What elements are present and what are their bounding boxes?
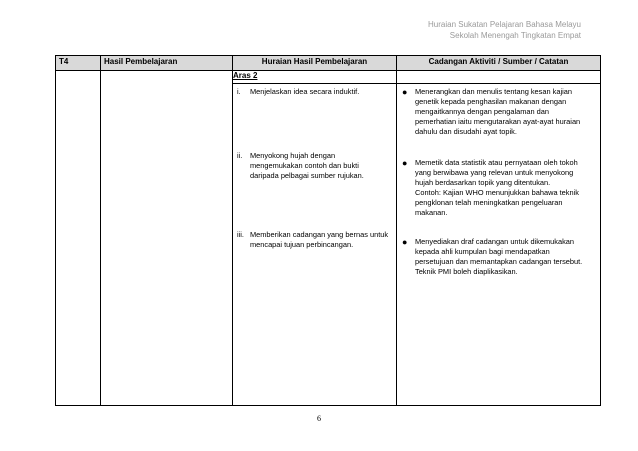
col-header-t4: T4 <box>56 56 101 71</box>
header-line-2: Sekolah Menengah Tingkatan Empat <box>449 31 581 40</box>
objectives-cell <box>233 84 397 406</box>
page-number: 6 <box>317 414 321 423</box>
objective-text: Menyokong hujah dengan mengemukakan contoh dan bukti daripada pelbagai sumber rujukan. <box>250 151 364 180</box>
objective-number: i. <box>237 87 241 96</box>
objective-text: Memberikan cadangan yang bernas untuk mencapai tujuan perbincangan. <box>250 230 389 249</box>
activity-example: Contoh: Kajian WHO menunjukkan bahawa teknik pengklonan telah meningkatkan pengeluaran makanan. <box>415 188 579 217</box>
level-label: Aras 2 <box>233 71 397 84</box>
activity-text: Memetik data statistik atau pernyataan oleh tokoh yang berwibawa yang relevan untuk menyokong hujah berdasarkan topik yang ditentukan. <box>415 158 578 187</box>
col-header-huraian: Huraian Hasil Pembelajaran <box>233 56 397 71</box>
objective-item <box>237 151 393 181</box>
activity-text: Menyediakan draf cadangan untuk dikemukakan kepada ahli kumpulan bagi mendapatkan persetujuan dan memantapkan cadangan tersebut. Teknik PMI boleh diaplikasikan. <box>415 237 583 276</box>
objective-number: iii. <box>237 230 244 239</box>
activities-cell <box>397 84 601 406</box>
objective-number: ii. <box>237 151 243 160</box>
activity-item <box>401 87 591 137</box>
bullet-icon: ● <box>402 158 408 168</box>
objective-item <box>237 87 393 97</box>
table-header-row <box>56 56 601 71</box>
col-header-cadangan: Cadangan Aktiviti / Sumber / Catatan <box>397 56 601 71</box>
page-header <box>428 19 581 41</box>
objective-text: Menjelaskan idea secara induktif. <box>250 87 360 96</box>
cell-hasil <box>101 71 233 406</box>
header-line-1: Huraian Sukatan Pelajaran Bahasa Melayu <box>428 20 581 29</box>
cell-t4 <box>56 71 101 406</box>
curriculum-table <box>55 55 601 406</box>
bullet-icon: ● <box>402 87 408 97</box>
col-header-hasil: Hasil Pembelajaran <box>101 56 233 71</box>
activity-item <box>401 158 591 218</box>
activity-item <box>401 237 591 277</box>
activity-text: Menerangkan dan menulis tentang kesan kajian genetik kepada penghasilan makanan dengan mengaitkannya dengan pengalaman dan pemerhatian iaitu mengutarakan ayat-ayat huraian dahulu dan disudahi ayat topik. <box>415 87 581 136</box>
cell-level-blank <box>397 71 601 84</box>
bullet-icon: ● <box>402 237 408 247</box>
level-row <box>56 71 601 84</box>
objective-item <box>237 230 393 250</box>
